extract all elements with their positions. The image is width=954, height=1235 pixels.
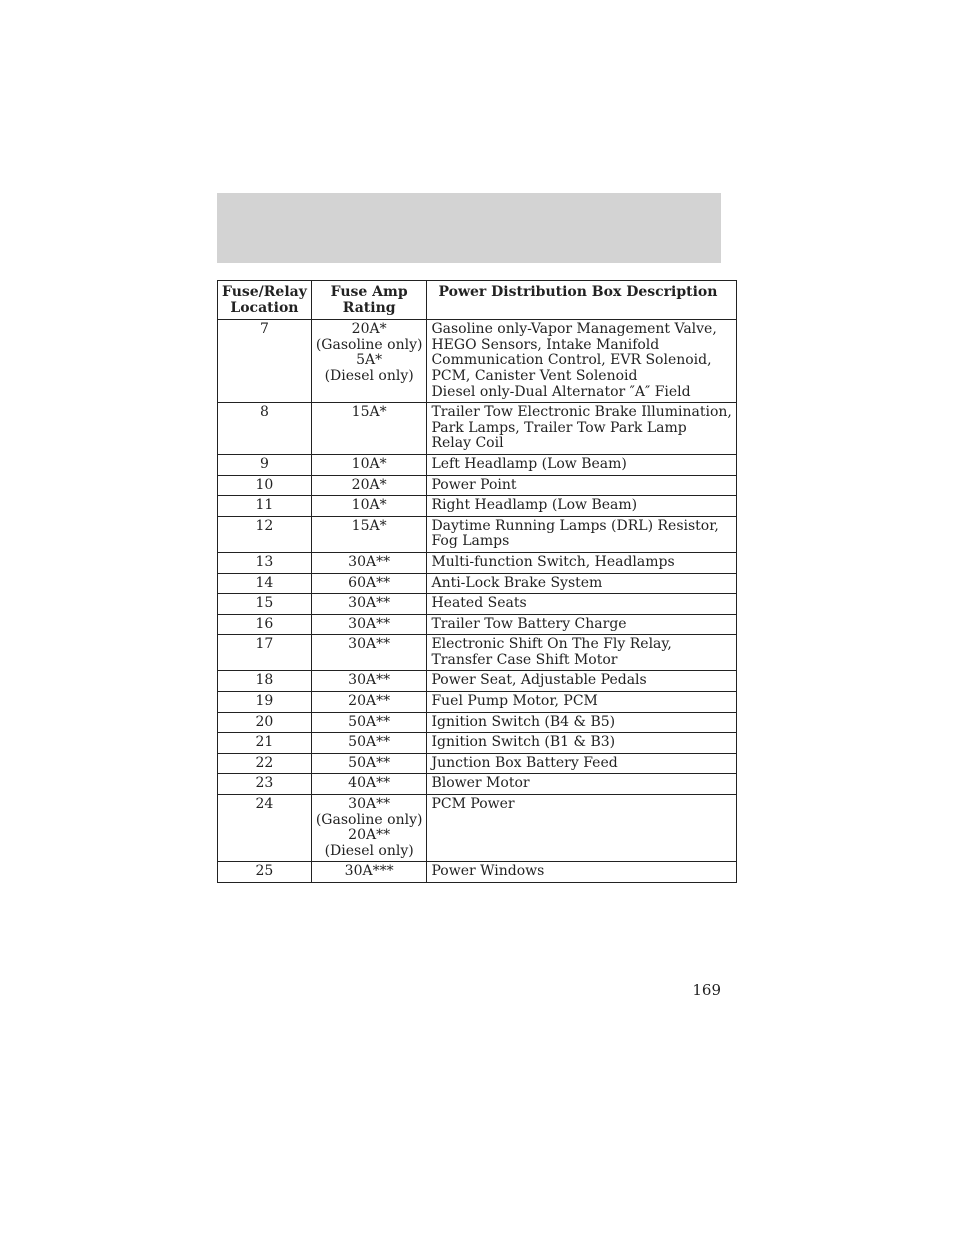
description-line: Power Windows (431, 863, 545, 880)
description-line: Power Seat, Adjustable Pedals (431, 672, 647, 689)
cell-description (427, 516, 736, 552)
description-line: Power Point (431, 476, 517, 493)
header-band (217, 193, 721, 263)
table-row (218, 671, 737, 692)
cell-rating (311, 594, 427, 615)
rating-line: 30A** (348, 615, 391, 632)
cell-location: 23 (218, 774, 312, 795)
table-row (218, 573, 737, 594)
rating-line: (Gasoline only) (315, 811, 423, 828)
cell-location: 18 (218, 671, 312, 692)
table-row (218, 753, 737, 774)
rating-line: 10A* (351, 497, 387, 514)
rating-line: 30A** (348, 595, 391, 612)
description-line: PCM, Canister Vent Solenoid (431, 367, 638, 384)
cell-description (427, 320, 736, 403)
cell-description (427, 795, 736, 862)
fuse-table (217, 280, 737, 883)
table-row (218, 403, 737, 455)
cell-description (427, 712, 736, 733)
description-line: Fuel Pump Motor, PCM (431, 693, 598, 710)
table-row (218, 496, 737, 517)
description-line: Ignition Switch (B1 & B3) (431, 734, 616, 751)
rating-line: 20A* (351, 476, 387, 493)
table-row (218, 862, 737, 883)
cell-description (427, 692, 736, 713)
cell-rating (311, 733, 427, 754)
cell-description (427, 454, 736, 475)
cell-location: 15 (218, 594, 312, 615)
cell-location: 16 (218, 614, 312, 635)
cell-rating (311, 753, 427, 774)
cell-rating (311, 403, 427, 455)
description-line: Multi-function Switch, Headlamps (431, 553, 675, 570)
table-row (218, 795, 737, 862)
table-body (218, 320, 737, 883)
cell-location: 10 (218, 475, 312, 496)
rating-line: 50A** (348, 734, 391, 751)
cell-description (427, 403, 736, 455)
table-row (218, 733, 737, 754)
rating-line: 30A** (348, 796, 391, 813)
rating-line: 40A** (348, 775, 391, 792)
rating-line: 30A** (348, 636, 391, 653)
table-row (218, 692, 737, 713)
cell-description (427, 862, 736, 883)
cell-description (427, 475, 736, 496)
table-row (218, 594, 737, 615)
table-row (218, 712, 737, 733)
cell-description (427, 496, 736, 517)
rating-line: 60A** (348, 574, 391, 591)
cell-description (427, 614, 736, 635)
table-row (218, 454, 737, 475)
rating-line: 20A** (348, 827, 391, 844)
table-row (218, 614, 737, 635)
description-line: Blower Motor (431, 775, 530, 792)
description-line: Fog Lamps (431, 533, 510, 550)
cell-description (427, 594, 736, 615)
description-line: Diesel only-Dual Alternator ″A″ Field (431, 383, 691, 400)
cell-rating (311, 320, 427, 403)
table-row (218, 320, 737, 403)
cell-description (427, 573, 736, 594)
rating-line: 15A* (351, 404, 387, 421)
description-line: Left Headlamp (Low Beam) (431, 455, 627, 472)
rating-line: 20A** (348, 693, 391, 710)
cell-rating (311, 614, 427, 635)
description-line: Right Headlamp (Low Beam) (431, 497, 638, 514)
description-line: Ignition Switch (B4 & B5) (431, 713, 616, 730)
cell-location: 13 (218, 552, 312, 573)
table-row (218, 552, 737, 573)
cell-rating (311, 635, 427, 671)
cell-location: 24 (218, 795, 312, 862)
cell-rating (311, 552, 427, 573)
description-line: Transfer Case Shift Motor (431, 651, 618, 668)
description-line: Relay Coil (431, 435, 504, 452)
cell-location: 8 (218, 403, 312, 455)
cell-rating (311, 774, 427, 795)
rating-line: 30A*** (344, 863, 394, 880)
cell-description (427, 671, 736, 692)
rating-line: 15A* (351, 517, 387, 534)
description-line: Electronic Shift On The Fly Relay, (431, 636, 672, 653)
rating-line: 30A** (348, 553, 391, 570)
rating-line: 5A* (356, 352, 383, 369)
cell-description (427, 733, 736, 754)
rating-line: 50A** (348, 713, 391, 730)
cell-location: 14 (218, 573, 312, 594)
cell-description (427, 753, 736, 774)
cell-description (427, 635, 736, 671)
rating-line: 20A* (351, 321, 387, 338)
cell-location: 7 (218, 320, 312, 403)
cell-location: 20 (218, 712, 312, 733)
cell-location: 12 (218, 516, 312, 552)
description-line: Park Lamps, Trailer Tow Park Lamp (431, 419, 687, 436)
description-line: Trailer Tow Battery Charge (431, 615, 627, 632)
cell-location: 9 (218, 454, 312, 475)
cell-location: 11 (218, 496, 312, 517)
rating-line: (Gasoline only) (315, 336, 423, 353)
rating-line: 50A** (348, 754, 391, 771)
cell-rating (311, 496, 427, 517)
header-description: Power Distribution Box Description (427, 281, 736, 320)
page-number: 169 (692, 981, 721, 999)
rating-line: 30A** (348, 672, 391, 689)
cell-description (427, 552, 736, 573)
cell-rating (311, 671, 427, 692)
cell-rating (311, 475, 427, 496)
rating-line: 10A* (351, 455, 387, 472)
description-line: PCM Power (431, 796, 515, 813)
description-line: Daytime Running Lamps (DRL) Resistor, (431, 517, 719, 534)
cell-rating (311, 795, 427, 862)
cell-rating (311, 712, 427, 733)
cell-location: 17 (218, 635, 312, 671)
rating-line: (Diesel only) (324, 842, 414, 859)
description-line: Heated Seats (431, 595, 527, 612)
table-row (218, 774, 737, 795)
description-line: Communication Control, EVR Solenoid, (431, 352, 712, 369)
cell-rating (311, 862, 427, 883)
cell-rating (311, 573, 427, 594)
rating-line: (Diesel only) (324, 367, 414, 384)
cell-rating (311, 692, 427, 713)
description-line: Anti-Lock Brake System (431, 574, 603, 591)
description-line: HEGO Sensors, Intake Manifold (431, 336, 660, 353)
cell-rating (311, 454, 427, 475)
cell-location: 22 (218, 753, 312, 774)
cell-location: 25 (218, 862, 312, 883)
table-row (218, 516, 737, 552)
description-line: Junction Box Battery Feed (431, 754, 618, 771)
table-row (218, 635, 737, 671)
table-row (218, 475, 737, 496)
description-line: Trailer Tow Electronic Brake Illumination, (431, 404, 732, 421)
table-header-row (218, 281, 737, 320)
cell-rating (311, 516, 427, 552)
description-line: Gasoline only-Vapor Management Valve, (431, 321, 717, 338)
cell-location: 19 (218, 692, 312, 713)
cell-description (427, 774, 736, 795)
cell-location: 21 (218, 733, 312, 754)
header-rating: Fuse Amp Rating (311, 281, 427, 320)
header-location: Fuse/Relay Location (218, 281, 312, 320)
